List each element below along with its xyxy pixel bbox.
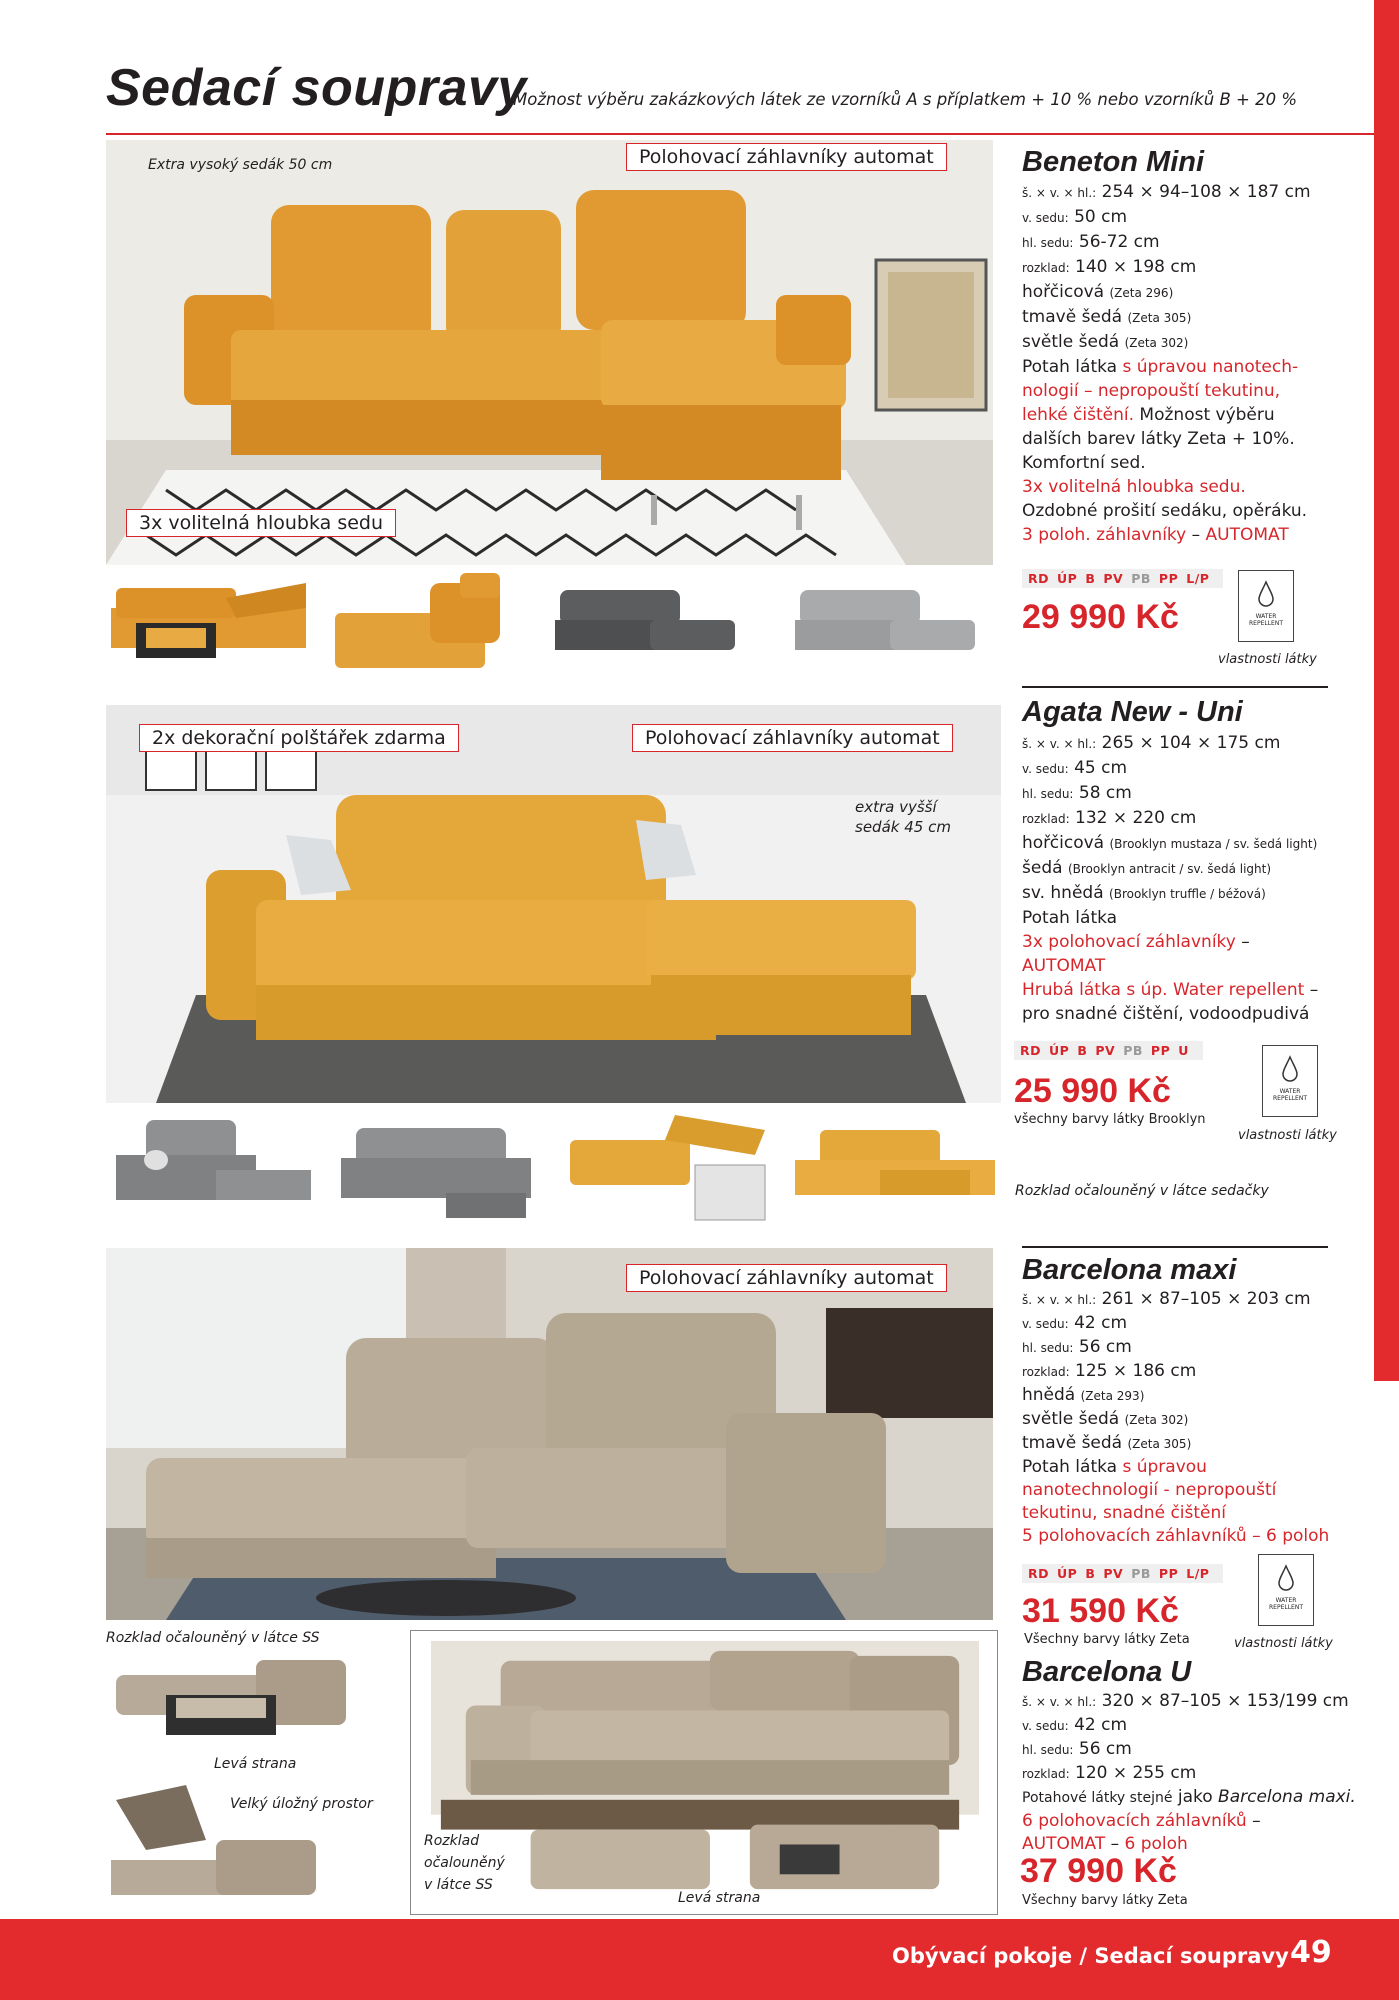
beneton-fabric-caption: vlastnosti látky	[1218, 652, 1317, 667]
beneton-color-1: hořčicová	[1022, 282, 1105, 302]
beneton-thumb-module	[330, 568, 525, 678]
agata-code-6: U	[1178, 1043, 1189, 1058]
agata-water-repellent-badge	[1262, 1045, 1318, 1117]
barcelona-code-5: PP	[1158, 1566, 1179, 1581]
agata-dims: 265 × 104 × 175 cm	[1101, 733, 1281, 753]
beneton-dims: 254 × 94–108 × 187 cm	[1101, 182, 1311, 202]
agata-code-4: PB	[1123, 1043, 1143, 1058]
agata-seat-note	[855, 797, 951, 837]
agata-code-5: PP	[1150, 1043, 1171, 1058]
barcelona-bed-label: rozklad:	[1022, 1365, 1070, 1379]
agata-color-1-note: (Brooklyn mustaza / sv. šedá light)	[1109, 837, 1318, 851]
beneton-seat-d-label: hl. sedu:	[1022, 236, 1074, 250]
agata-seat-note-2: sedák 45 cm	[855, 818, 951, 836]
beneton-desc-1: Potah látka	[1022, 357, 1118, 377]
barcelona-color-2-note: (Zeta 302)	[1124, 1413, 1189, 1427]
barcelona-u-price-note: Všechny barvy látky Zeta	[1022, 1893, 1188, 1908]
agata-bed-label: rozklad:	[1022, 812, 1070, 826]
barcelona-code-1: ÚP	[1057, 1566, 1078, 1581]
agata-thumb-yellow-bed	[790, 1125, 1005, 1215]
barcelona-u-seat-h: 42 cm	[1074, 1715, 1128, 1735]
beneton-price: 29 990 Kč	[1022, 598, 1179, 636]
barcelona-u-bed: 120 × 255 cm	[1075, 1763, 1197, 1783]
beneton-desc-1-red: s úpravou nanotech-	[1122, 357, 1299, 377]
agata-main-photo	[106, 705, 1001, 1103]
barcelona-desc-1-red: s úpravou	[1122, 1457, 1207, 1477]
beneton-bed: 140 × 198 cm	[1075, 257, 1197, 277]
beneton-headrest-callout: Polohovací záhlavníky automat	[626, 143, 947, 171]
barcelona-u-note-2: očalouněný	[424, 1855, 505, 1871]
beneton-seat-d: 56-72 cm	[1078, 232, 1160, 252]
barcelona-code-0: RD	[1028, 1566, 1050, 1581]
page-subtitle: Možnost výběru zakázkových látek ze vzorníků A s příplatkem + 10 % nebo vzorníků B + 20 %	[513, 90, 1298, 109]
barcelona-u-price: 37 990 Kč	[1020, 1852, 1177, 1890]
barcelona-u-specs	[1022, 1690, 1356, 1856]
agata-color-1: hořčicová	[1022, 833, 1105, 853]
beneton-thumb-bed	[106, 578, 311, 673]
beneton-desc-2: nologií – nepropouští tekutinu,	[1022, 381, 1281, 401]
agata-seat-h: 45 cm	[1074, 758, 1128, 778]
agata-desc-1: Potah látka	[1022, 908, 1118, 928]
header-rule	[106, 133, 1374, 135]
barcelona-dims-label: š. × v. × hl.:	[1022, 1293, 1097, 1307]
agata-color-2-note: (Brooklyn antracit / sv. šedá light)	[1067, 862, 1272, 876]
barcelona-u-bed-note	[424, 1830, 505, 1896]
agata-headrest-callout: Polohovací záhlavníky automat	[632, 724, 953, 752]
agata-name: Agata New - Uni	[1022, 696, 1243, 728]
beneton-code-3: PV	[1103, 571, 1124, 586]
beneton-name: Beneton Mini	[1022, 146, 1205, 178]
beneton-code-6: L/P	[1186, 571, 1210, 586]
beneton-desc-7: Ozdobné prošití sedáku, opěráku.	[1022, 501, 1308, 521]
barcelona-u-desc-3-red2: 6 poloh	[1124, 1834, 1188, 1854]
barcelona-color-3-note: (Zeta 305)	[1127, 1437, 1192, 1451]
barcelona-u-left-note: Levá strana	[678, 1890, 761, 1906]
agata-dims-label: š. × v. × hl.:	[1022, 737, 1097, 751]
beneton-color-1-note: (Zeta 296)	[1109, 286, 1174, 300]
beneton-code-5: PP	[1158, 571, 1179, 586]
barcelona-u-desc-3-red: AUTOMAT	[1022, 1834, 1106, 1854]
agata-pillows-callout: 2x dekorační polštářek zdarma	[139, 724, 459, 752]
page-title: Sedací soupravy	[106, 59, 527, 117]
barcelona-u-dims-label: š. × v. × hl.:	[1022, 1695, 1097, 1709]
beneton-desc-3: Možnost výběru	[1139, 405, 1275, 425]
agata-price-note: všechny barvy látky Brooklyn	[1014, 1112, 1206, 1127]
barcelona-code-3: PV	[1103, 1566, 1124, 1581]
barcelona-seat-d-label: hl. sedu:	[1022, 1341, 1074, 1355]
beneton-code-1: ÚP	[1057, 571, 1078, 586]
barcelona-u-dims: 320 × 87–105 × 153/199 cm	[1101, 1691, 1349, 1711]
beneton-seat-h-label: v. sedu:	[1022, 211, 1069, 225]
agata-bed: 132 × 220 cm	[1075, 808, 1197, 828]
barcelona-name: Barcelona maxi	[1022, 1254, 1237, 1286]
barcelona-u-desc-2-dash: –	[1252, 1811, 1261, 1831]
barcelona-thumb-bed	[106, 1650, 351, 1745]
side-accent-bar	[1374, 0, 1399, 1381]
beneton-desc-8-red2: AUTOMAT	[1205, 525, 1289, 545]
agata-specs	[1022, 731, 1318, 1026]
barcelona-price: 31 590 Kč	[1022, 1592, 1179, 1630]
agata-thumb-grey-2	[336, 1118, 536, 1228]
beneton-seat-h: 50 cm	[1074, 207, 1128, 227]
agata-code-0: RD	[1020, 1043, 1042, 1058]
footer-section-label: Obývací pokoje / Sedací soupravy	[892, 1944, 1289, 1968]
barcelona-bed-note: Rozklad očalouněný v látce SS	[106, 1630, 320, 1646]
agata-seat-note-1: extra vyšší	[855, 798, 937, 816]
section-divider-2	[1022, 1246, 1328, 1248]
beneton-desc-4: dalších barev látky Zeta + 10%.	[1022, 429, 1295, 449]
beneton-desc-5: Komfortní sed.	[1022, 453, 1146, 473]
water-drop-icon	[1274, 1563, 1298, 1593]
beneton-depth-callout: 3x volitelná hloubka sedu	[126, 509, 396, 537]
beneton-desc-8-dash: –	[1191, 525, 1201, 545]
beneton-code-0: RD	[1028, 571, 1050, 586]
barcelona-u-seat-h-label: v. sedu:	[1022, 1719, 1069, 1733]
beneton-thumb-light-grey	[790, 580, 980, 670]
beneton-thumb-dark-grey	[550, 580, 740, 670]
beneton-codes	[1022, 569, 1223, 588]
beneton-dims-label: š. × v. × hl.:	[1022, 186, 1097, 200]
agata-code-2: B	[1077, 1043, 1088, 1058]
barcelona-codes	[1022, 1564, 1223, 1583]
barcelona-code-6: L/P	[1186, 1566, 1210, 1581]
water-drop-icon	[1278, 1054, 1302, 1084]
section-divider-1	[1022, 686, 1328, 688]
barcelona-specs	[1022, 1288, 1329, 1548]
barcelona-bed: 125 × 186 cm	[1075, 1361, 1197, 1381]
beneton-specs	[1022, 180, 1311, 547]
beneton-desc-3-red: lehké čištění.	[1022, 405, 1135, 425]
agata-fabric-caption: vlastnosti látky	[1238, 1128, 1337, 1143]
barcelona-water-repellent-badge	[1258, 1554, 1314, 1626]
agata-price: 25 990 Kč	[1014, 1072, 1171, 1110]
barcelona-code-2: B	[1085, 1566, 1096, 1581]
agata-seat-h-label: v. sedu:	[1022, 762, 1069, 776]
barcelona-left-note: Levá strana	[214, 1756, 297, 1772]
agata-desc-3: AUTOMAT	[1022, 956, 1106, 976]
barcelona-thumb-storage	[106, 1780, 321, 1905]
agata-desc-2-red: 3x polohovací záhlavníky	[1022, 932, 1236, 952]
agata-thumb-grey-1	[106, 1110, 316, 1225]
barcelona-u-note-1: Rozklad	[424, 1833, 480, 1849]
beneton-color-3-note: (Zeta 302)	[1124, 336, 1189, 350]
agata-color-3-note: (Brooklyn truffle / béžová)	[1109, 887, 1266, 901]
barcelona-desc-4: 5 polohovacích záhlavníků – 6 poloh	[1022, 1526, 1330, 1546]
barcelona-main-photo	[106, 1248, 993, 1620]
barcelona-u-seat-d-label: hl. sedu:	[1022, 1743, 1074, 1757]
beneton-water-repellent-badge	[1238, 570, 1294, 642]
barcelona-u-bed-label: rozklad:	[1022, 1767, 1070, 1781]
beneton-main-photo	[106, 140, 993, 565]
agata-desc-5: pro snadné čištění, vodoodpudivá	[1022, 1004, 1310, 1024]
barcelona-desc-3: tekutinu, snadné čištění	[1022, 1503, 1226, 1523]
barcelona-desc-1: Potah látka	[1022, 1457, 1118, 1477]
barcelona-color-3: tmavě šedá	[1022, 1433, 1123, 1453]
beneton-code-2: B	[1085, 571, 1096, 586]
barcelona-color-1-note: (Zeta 293)	[1080, 1389, 1145, 1403]
barcelona-desc-2: nanotechnologií - nepropouští	[1022, 1480, 1277, 1500]
barcelona-u-desc-3-dash: –	[1110, 1834, 1120, 1854]
water-drop-icon	[1254, 579, 1278, 609]
barcelona-u-desc-1: jako	[1177, 1787, 1213, 1807]
agata-desc-2-dash: –	[1241, 932, 1250, 952]
beneton-bed-label: rozklad:	[1022, 261, 1070, 275]
barcelona-u-desc-1-small: Potahové látky stejné	[1022, 1790, 1173, 1806]
beneton-desc-8-red: 3 poloh. záhlavníky	[1022, 525, 1187, 545]
barcelona-color-2: světle šedá	[1022, 1409, 1120, 1429]
agata-thumb-note: Rozklad očalouněný v látce sedačky	[1015, 1183, 1269, 1199]
beneton-color-3: světle šedá	[1022, 332, 1120, 352]
beneton-seat-note: Extra vysoký sedák 50 cm	[148, 157, 333, 173]
barcelona-wr-label: WATER REPELLENT	[1269, 1597, 1303, 1611]
barcelona-u-seat-d: 56 cm	[1078, 1739, 1132, 1759]
barcelona-fabric-caption: vlastnosti látky	[1234, 1636, 1333, 1651]
agata-seat-d-label: hl. sedu:	[1022, 787, 1074, 801]
barcelona-price-note: Všechny barvy látky Zeta	[1024, 1632, 1190, 1647]
barcelona-u-desc-2-red: 6 polohovacích záhlavníků	[1022, 1811, 1247, 1831]
agata-seat-d: 58 cm	[1078, 783, 1132, 803]
agata-desc-4-dash: –	[1309, 980, 1319, 1000]
barcelona-headrest-callout: Polohovací záhlavníky automat	[626, 1264, 947, 1292]
beneton-wr-label: WATER REPELLENT	[1249, 613, 1283, 627]
barcelona-seat-h-label: v. sedu:	[1022, 1317, 1069, 1331]
beneton-code-4: PB	[1131, 571, 1151, 586]
agata-codes	[1014, 1041, 1203, 1060]
barcelona-color-1: hnědá	[1022, 1385, 1076, 1405]
barcelona-storage-note: Velký úložný prostor	[230, 1796, 373, 1812]
agata-code-1: ÚP	[1049, 1043, 1070, 1058]
agata-color-3: sv. hnědá	[1022, 883, 1104, 903]
agata-code-3: PV	[1095, 1043, 1116, 1058]
agata-color-2: šedá	[1022, 858, 1063, 878]
barcelona-code-4: PB	[1131, 1566, 1151, 1581]
agata-desc-4-red: Hrubá látka s úp. Water repellent	[1022, 980, 1305, 1000]
barcelona-u-desc-1-italic: Barcelona maxi.	[1218, 1787, 1356, 1807]
agata-wr-label: WATER REPELLENT	[1273, 1088, 1307, 1102]
barcelona-seat-d: 56 cm	[1078, 1337, 1132, 1357]
beneton-desc-6: 3x volitelná hloubka sedu.	[1022, 477, 1246, 497]
beneton-color-2-note: (Zeta 305)	[1127, 311, 1192, 325]
barcelona-dims: 261 × 87–105 × 203 cm	[1101, 1289, 1311, 1309]
barcelona-u-name: Barcelona U	[1022, 1656, 1192, 1688]
agata-thumb-yellow-storage	[565, 1110, 775, 1225]
barcelona-u-note-3: v látce SS	[424, 1877, 493, 1893]
beneton-color-2: tmavě šedá	[1022, 307, 1123, 327]
barcelona-seat-h: 42 cm	[1074, 1313, 1128, 1333]
page-number: 49	[1290, 1935, 1332, 1970]
